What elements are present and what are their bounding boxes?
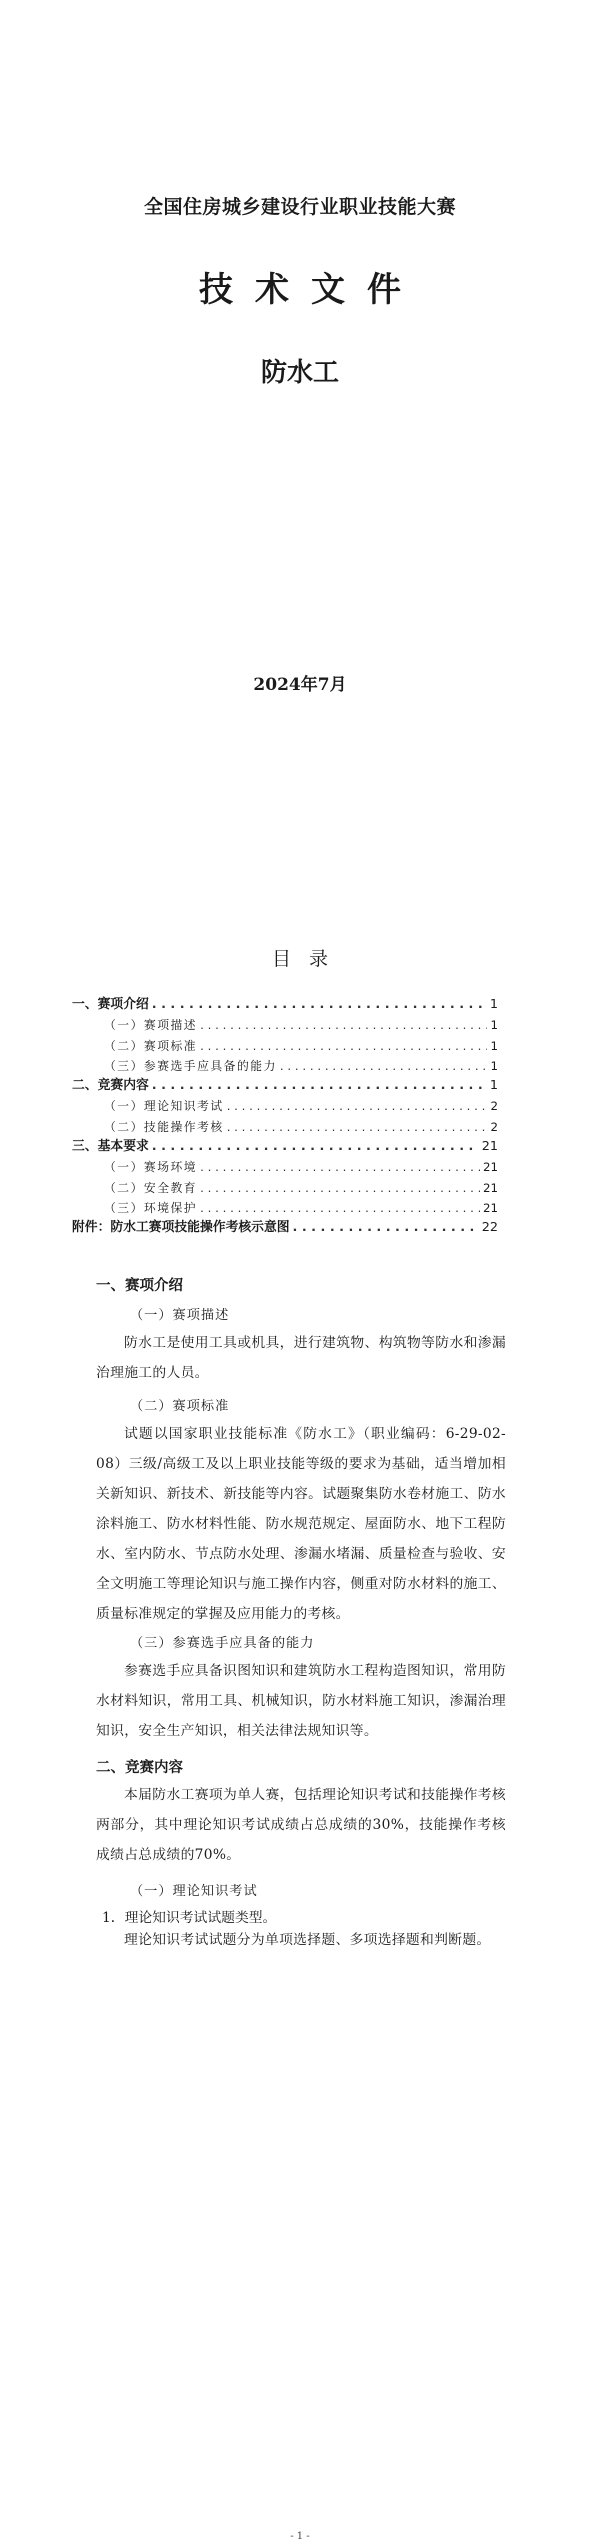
- toc-entry-page: 21: [481, 1139, 498, 1155]
- toc-entry[interactable]: [72, 1137, 498, 1157]
- paragraph: 参赛选手应具备识图知识和建筑防水工程构造图知识，常用防水材料知识，常用工具、机械知识，防水材料施工知识，渗漏治理知识，安全生产知识，相关法律法规知识等。: [96, 1663, 506, 1739]
- paragraph: 试题以国家职业技能标准《防水工》（职业编码：6-29-02-08）三级/高级工及以上职业技能等级的要求为基础，适当增加相关新知识、新技术、新技能等内容。试题聚集防水卷材施工、防水涂料施工、防水材料性能、防水规范规定、屋面防水、地下工程防水、室内防水、节点防水处理、渗漏水堵漏、质量检查与验收、安全文明施工等理论知识与施工操作内容，侧重对防水材料的施工、质量标准规定的掌握及应用能力的考核。: [96, 1426, 506, 1622]
- toc-leader: [200, 1015, 487, 1035]
- toc-entry-page: 2: [490, 1099, 498, 1114]
- toc-entry-label: （三）环境保护: [104, 1200, 198, 1215]
- toc-leader: [200, 1178, 480, 1198]
- toc-entry-label: （三）参赛选手应具备的能力: [104, 1058, 277, 1073]
- toc-entry-label: （二）安全教育: [104, 1180, 198, 1195]
- cover-document-title: 技术文件: [199, 270, 423, 310]
- item-heading: 1．理论知识考试试题类型。: [102, 1910, 277, 1926]
- toc-entry-page: 22: [481, 1220, 498, 1236]
- toc-entry-page: 1: [490, 1038, 498, 1053]
- toc-entry[interactable]: [72, 1218, 498, 1238]
- toc-entry[interactable]: [72, 995, 498, 1015]
- paragraph: 理论知识考试试题分为单项选择题、多项选择题和判断题。: [124, 1932, 491, 1948]
- page-number: - 1 -: [290, 2531, 310, 2542]
- toc-leader: [293, 1218, 479, 1238]
- toc-entry-page: 1: [490, 1018, 498, 1033]
- toc-entry-label: （一）理论知识考试: [104, 1099, 224, 1114]
- toc-entry[interactable]: [72, 1198, 498, 1218]
- paragraph: 本届防水工赛项为单人赛，包括理论知识考试和技能操作考核两部分，其中理论知识考试成绩占总成绩的30%，技能操作考核成绩占总成绩的70%。: [96, 1787, 506, 1863]
- toc-title: 目录: [271, 948, 346, 970]
- toc-entry[interactable]: [72, 1076, 498, 1096]
- toc-entry-page: 21: [482, 1200, 498, 1215]
- toc-entry-label: 三、基本要求: [72, 1139, 149, 1155]
- toc-entry[interactable]: [72, 1178, 498, 1198]
- toc-entry[interactable]: [72, 1117, 498, 1137]
- cover-subtitle: 防水工: [260, 358, 339, 388]
- toc-leader: [152, 1137, 479, 1157]
- cover-page: [0, 0, 600, 858]
- toc-leader: [227, 1117, 488, 1137]
- toc-entry[interactable]: [72, 1015, 498, 1035]
- toc-leader: [227, 1096, 488, 1116]
- section-heading: 一、赛项介绍: [96, 1278, 183, 1294]
- toc-entry-page: 1: [489, 1078, 498, 1094]
- toc-entry-label: 一、赛项介绍: [72, 997, 149, 1012]
- toc-entry-label: 二、竞赛内容: [72, 1078, 149, 1094]
- toc-leader: [152, 1076, 487, 1096]
- toc-entry[interactable]: [72, 1096, 498, 1116]
- toc-leader: [200, 1036, 487, 1056]
- toc-list: [72, 995, 498, 1239]
- paragraph: 防水工是使用工具或机具，进行建筑物、构筑物等防水和渗漏治理施工的人员。: [96, 1335, 506, 1381]
- content-page: [0, 1258, 600, 2545]
- toc-page: [0, 858, 600, 1258]
- toc-entry-label: （二）赛项标准: [104, 1038, 198, 1053]
- toc-entry-label: （一）赛场环境: [104, 1160, 198, 1175]
- subsection-heading: （一）赛项描述: [130, 1308, 230, 1323]
- toc-entry-page: 2: [490, 1119, 498, 1134]
- toc-entry-page: 1: [490, 1058, 498, 1073]
- subsection-heading: （三）参赛选手应具备的能力: [130, 1636, 315, 1651]
- cover-org-title: 全国住房城乡建设行业职业技能大赛: [143, 196, 456, 218]
- toc-entry[interactable]: [72, 1157, 498, 1177]
- toc-entry-label: （二）技能操作考核: [104, 1119, 224, 1134]
- toc-entry-page: 1: [489, 997, 498, 1012]
- toc-entry[interactable]: [72, 1036, 498, 1056]
- cover-date: 2024年7月: [253, 675, 347, 695]
- toc-entry-label: 附件：防水工赛项技能操作考核示意图: [72, 1220, 290, 1236]
- toc-leader: [200, 1157, 480, 1177]
- toc-leader: [280, 1056, 488, 1076]
- toc-entry-page: 21: [482, 1180, 498, 1195]
- toc-entry-label: （一）赛项描述: [104, 1018, 198, 1033]
- toc-leader: [152, 995, 487, 1015]
- subsection-heading: （一）理论知识考试: [130, 1884, 258, 1899]
- toc-entry[interactable]: [72, 1056, 498, 1076]
- toc-entry-page: 21: [482, 1160, 498, 1175]
- section-heading: 二、竞赛内容: [96, 1760, 183, 1776]
- toc-leader: [200, 1198, 480, 1218]
- subsection-heading: （二）赛项标准: [130, 1399, 230, 1414]
